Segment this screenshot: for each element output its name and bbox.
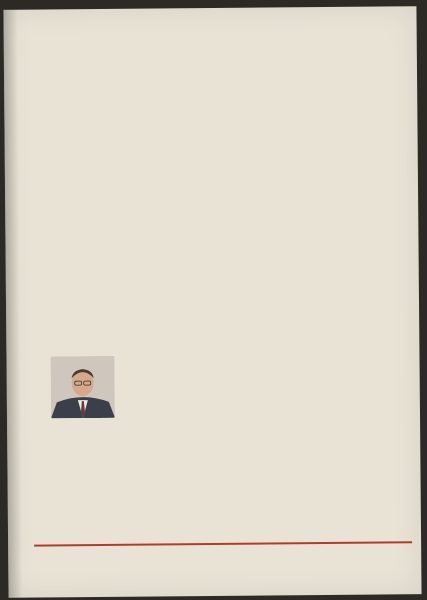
author-portrait	[50, 356, 115, 419]
article-paragraph	[232, 260, 408, 312]
article-paragraph	[233, 364, 410, 434]
page-fold-shadow	[3, 10, 22, 598]
pullquote	[34, 546, 412, 549]
magazine-page	[3, 6, 421, 598]
article-paragraph	[230, 50, 407, 156]
article-paragraph	[232, 314, 408, 362]
article-paragraph	[231, 158, 407, 218]
article-paragraph	[46, 290, 226, 350]
article-paragraph	[45, 186, 226, 288]
article-paragraph	[44, 78, 225, 184]
article-paragraph	[233, 436, 410, 534]
article-paragraph	[47, 426, 228, 536]
author-title	[125, 389, 227, 390]
pullquote-rule	[34, 541, 412, 546]
article-paragraph	[231, 220, 407, 258]
article-paragraph	[44, 26, 224, 76]
